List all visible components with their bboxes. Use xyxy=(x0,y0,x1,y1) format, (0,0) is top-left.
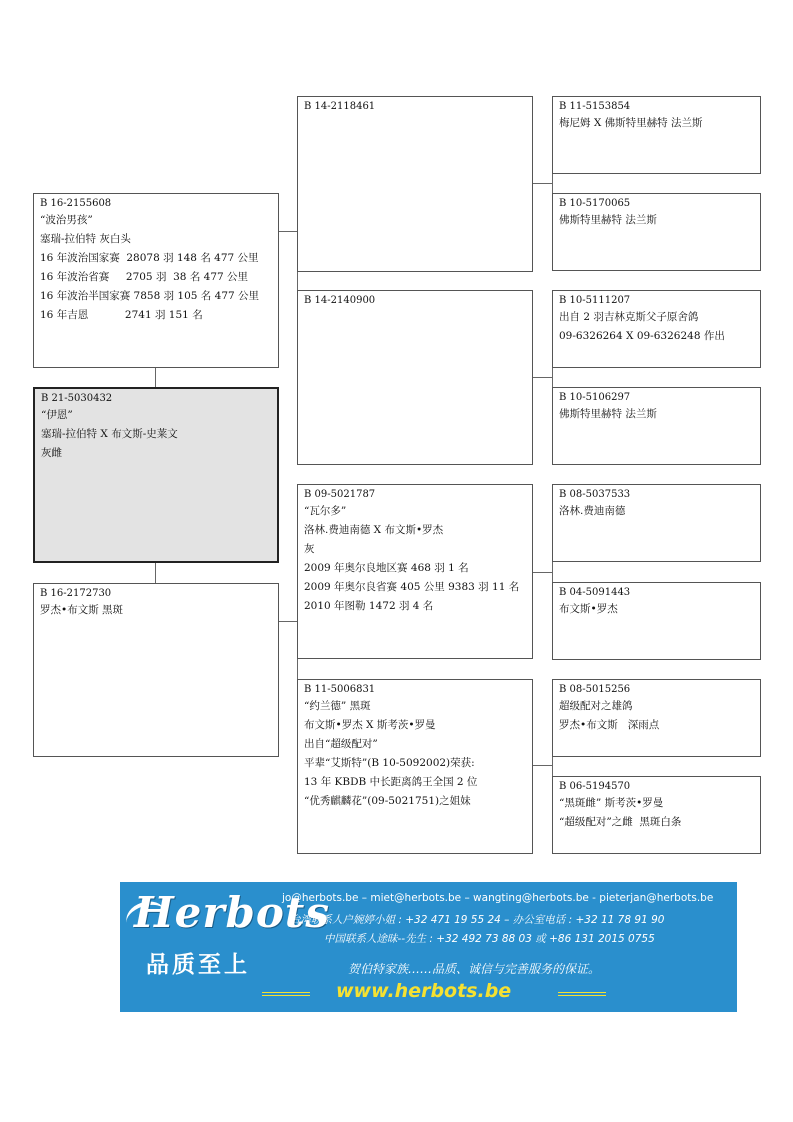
ring-number: B 09-5021787 xyxy=(304,489,376,500)
info-line: 灰雌 xyxy=(41,447,62,459)
info-line: “伊恩” xyxy=(41,409,73,421)
info-line: 超级配对之雄鸽 xyxy=(559,700,633,712)
info-line: 平辈“艾斯特”(B 10-5092002)荣获: xyxy=(304,757,475,769)
connector xyxy=(155,563,156,583)
decorative-line xyxy=(558,992,606,996)
ssd-card xyxy=(552,193,761,271)
ring-number: B 10-5170065 xyxy=(559,198,631,209)
info-line: 塞瑞-拉伯特 灰白头 xyxy=(40,233,131,245)
ring-number: B 14-2118461 xyxy=(304,101,376,112)
china-contact: 中国联系人途昧--先生 : +32 492 73 88 03 或 +86 131 2015 0755 xyxy=(324,933,655,945)
connector xyxy=(533,183,552,184)
connector xyxy=(533,765,552,766)
info-line: 16 年波治省赛 2705 羽 38 名 477 公里 xyxy=(40,271,249,283)
info-line: “黑斑雌” 斯考茨•罗曼 xyxy=(559,797,664,809)
connector xyxy=(533,377,552,378)
info-line: 梅尼姆 X 佛斯特里赫特 法兰斯 xyxy=(559,117,703,129)
dsd-card xyxy=(552,582,761,660)
info-line: 洛林.费迪南德 X 布文斯•罗杰 xyxy=(304,524,444,536)
info-line: 布文斯•罗杰 X 斯考茨•罗曼 xyxy=(304,719,436,731)
info-line: 灰 xyxy=(304,543,315,555)
dss-card xyxy=(552,484,761,562)
info-line: 罗杰•布文斯 黑斑 xyxy=(40,604,124,616)
footer-banner xyxy=(120,882,737,1012)
sire-dam-card xyxy=(297,290,533,465)
dam-card xyxy=(33,583,279,757)
info-line: 罗杰•布文斯 深雨点 xyxy=(559,719,660,731)
ddd-card xyxy=(552,776,761,854)
info-line: 2009 年奥尔良省赛 405 公里 9383 羽 11 名 xyxy=(304,581,520,593)
info-line: “超级配对”之雌 黑斑白条 xyxy=(559,816,682,828)
info-line: 洛林.费迪南德 xyxy=(559,505,626,517)
ring-number: B 14-2140900 xyxy=(304,295,376,306)
info-line: 16 年吉恩 2741 羽 151 名 xyxy=(40,309,203,321)
sire-sire-card xyxy=(297,96,533,272)
info-line: 16 年波治半国家赛 7858 羽 105 名 477 公里 xyxy=(40,290,260,302)
dam-sire-card xyxy=(297,484,533,659)
connector xyxy=(279,621,297,622)
dds-card xyxy=(552,679,761,757)
dam-dam-card xyxy=(297,679,533,854)
ring-number: B 08-5037533 xyxy=(559,489,631,500)
info-line: 2010 年图勒 1472 羽 4 名 xyxy=(304,600,434,612)
connector xyxy=(155,368,156,388)
sdd-card xyxy=(552,387,761,465)
info-line: 出自 2 羽吉林克斯父子原舍鸽 xyxy=(559,311,699,323)
ring-number: B 21-5030432 xyxy=(41,393,113,404)
info-line: 09-6326264 X 09-6326248 作出 xyxy=(559,330,725,342)
ring-number: B 11-5153854 xyxy=(559,101,631,112)
subject-card xyxy=(33,387,279,563)
ring-number: B 16-2172730 xyxy=(40,588,112,599)
ring-number: B 04-5091443 xyxy=(559,587,631,598)
email-list: jo@herbots.be – miet@herbots.be – wangting@herbots.be - pieterjan@herbots.be xyxy=(282,892,714,904)
brand-promise: 贺伯特家族……品质、诚信与完善服务的保证。 xyxy=(348,962,601,976)
info-line: 佛斯特里赫特 法兰斯 xyxy=(559,408,657,420)
decorative-line xyxy=(262,992,310,996)
sss-card xyxy=(552,96,761,174)
brand-logo: Herbots xyxy=(134,888,330,937)
ring-number: B 10-5111207 xyxy=(559,295,631,306)
info-line: 布文斯•罗杰 xyxy=(559,603,618,615)
ring-number: B 08-5015256 xyxy=(559,684,631,695)
ring-number: B 16-2155608 xyxy=(40,198,112,209)
brand-slogan: 品质至上 xyxy=(146,952,250,978)
ring-number: B 11-5006831 xyxy=(304,684,376,695)
info-line: 2009 年奥尔良地区赛 468 羽 1 名 xyxy=(304,562,469,574)
info-line: “约兰德” 黑斑 xyxy=(304,700,371,712)
ring-number: B 06-5194570 xyxy=(559,781,631,792)
website-link[interactable]: www.herbots.be xyxy=(336,980,512,1002)
sds-card xyxy=(552,290,761,368)
connector xyxy=(279,231,297,232)
taiwan-contact: 台湾联系人户婉婷小姐 : +32 471 19 55 24 – 办公室电话 : +32 11 78 91 90 xyxy=(290,914,665,926)
connector xyxy=(533,572,552,573)
info-line: 16 年波治国家赛 28078 羽 148 名 477 公里 xyxy=(40,252,259,264)
info-line: “优秀麒麟花”(09-5021751)之姐妹 xyxy=(304,795,471,807)
info-line: 塞瑞-拉伯特 X 布文斯-史莱文 xyxy=(41,428,178,440)
info-line: 13 年 KBDB 中长距离鸽王全国 2 位 xyxy=(304,776,478,788)
info-line: “波治男孩” xyxy=(40,214,93,226)
info-line: 出自“超级配对” xyxy=(304,738,378,750)
ring-number: B 10-5106297 xyxy=(559,392,631,403)
info-line: “瓦尔多” xyxy=(304,505,347,517)
sire-card xyxy=(33,193,279,368)
info-line: 佛斯特里赫特 法兰斯 xyxy=(559,214,657,226)
